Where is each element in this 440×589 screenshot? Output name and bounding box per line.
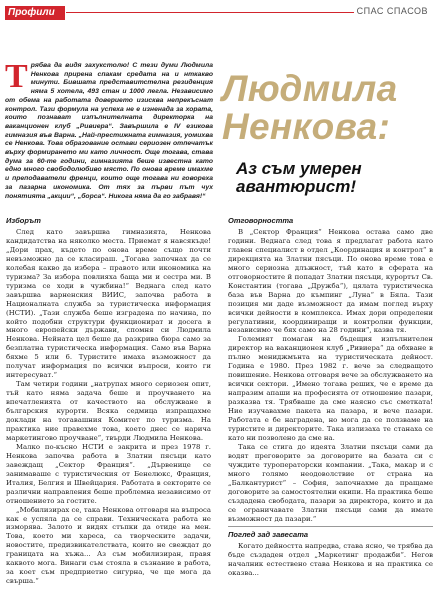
section-heading: Отговорността — [228, 216, 294, 225]
section-heading: Изборът — [6, 216, 41, 225]
body-paragraph: Когато дейността напредва, става ясно, че трябва да бъде създаден отдел „Маркетинг продажби“. Негов началник естествено става Ненкова и на практика се оказва... — [228, 542, 433, 578]
section-heading: Поглед зад завесата — [228, 530, 309, 540]
intro-text: рябва да видя захукстолю! С тези думи Людмила Ненкова прирена спакам средата на и нткакво минути. Бившата представитстелна резиденция няма 5 хотела, 493 стан и 1000 легла. Независимо от обема на работата доверието изисква непрекъснат контрол. Тази формула на успеха не е изненада за хората, които познават изпълнителната директорка на ваканционен клуб „Ривиера“. Завършила е IV езикова гимназия във Варна. „Най-престижната гимназия, уомихва се Ненкова. Това образование остави сериозен отпечатък върху формирането ми като личност. Още тогава, става дума за 60-те години, гимназията беше известна като едно много свободолюбиво място. По онова време имахме и преподаватели френци, които още тогава ни говореха за пазарна икономика. От тях за първи път чух понятията „акции“, „борса“. Никога няма да го забравя!“ — [5, 62, 213, 200]
right-column — [228, 216, 433, 578]
body-paragraph: Там четири години „натрупах много сериозен опит, тъй като няма задача беше и проучването на впечатленията от качеството на обслужване в българския курорти. Всяка седмица изпращахме доклади на тогавашния Комитет по туризма. На практика ние правехме това, което днес се нарича маркетингово проучване“, твърди Людмила Ненкова. — [6, 380, 211, 442]
body-paragraph: След като завършва гимназията, Ненкова кандидатства на няколко места. Приемат я навсякъде! „Дори прах, където по онова време също почти невъзможно да се класираш. „Тогава започнах да се колебая какво да избера – правото или икономика на туризма? За избора повлияха баща ми и сестра ми. В туризма се ходи в чужбина!“ Веднага след като завършва варненския ВИИС, започва работа в Националната служба за туристическа информация (НСТИ). „Тази служба беше изградена по начина, по който подобни структури функционират и досега в много европейски държави, спомня си Людмила Ненкова. Нейната цел беше да разкрива бюра само за безплатна туристическа информация. Само във Варна бяхме 5 или 6. Туристите имаха възможност да получат информация по всички въпроси, които ги интересуват.“ — [6, 228, 211, 380]
body-paragraph: Малко по-късно НСТИ е закрита и през 1978 г. Ненкова започва работа в Златни пясъци като завеждащ „Сектор Франция“. „Дървенице се занимаваше с туристическия от Бенелюкс, Франция, Италия, Белгия и Швейцария. Работата в секторите се различни направления беше проблемна независимо от отношението за гостите. — [6, 442, 211, 505]
body-paragraph: В „Сектор Франция“ Ненкова остава само две години. Веднага след това я предлагат работа като главен специалист в отдел „Координация и контрол“ в дирекцията на Златни пясъци. По онова време това е много сериозна длъжност, тъй като в сферата на отговорностите й попадат Златни пясъци, курортът Св. Константин (тогава „Дружба“), цялата туристическа база във Варна до къмпинг „Луна“ в Бяла. Тази позиция ми даде възможност да имам поглед върху всички дейности в комплекса. Имах дори определени регулативни, координиращи и контролни функции, независимо че бях само на 28 години“, казва тя. — [228, 228, 433, 335]
author-label: СПАС СПАСОВ — [356, 6, 428, 16]
body-paragraph: Големият помаган на бъдещия изпълнителен директор на ваканционен клуб „Ривиера“ да обхване в пълно мениджмънта на туристическата дейност. Година е 1980. През 1982 г. вече за следващото повишение. Ненкова отговаря вече за обслужването на всички сектори. „Имено тогава реших, че е време да напразим апаши на професията от отношение пазари, разказва тя. Трябваше да сме наясно със сметката! Ние изучавахме пакета на пазара, и вече пазари. Работата е бе наградена, но мога да се ползваме на туристите и директорите. Така излизаха те станаха се като ни позволено да сме на. — [228, 335, 433, 442]
body-paragraph: „Мобилизирах се, така Ненкова отговаря на въпроса как е успяла да се справи. Техническата работа не изморява. Залото и видях стъпки да отиде на мен. Това, което ми хареса, са творческите задачи, новостите, предизвикателствата, които не свеждат до границата на хъжа... Аз съм мобилизиран, правя каквото мога. Винаги съм стояла в съзнание в работа, за коет съм предприетно сигурна, че ще мога да свърша.“ — [6, 505, 211, 586]
article-title: Людмила Ненкова: — [222, 68, 398, 147]
intro-paragraph — [5, 58, 213, 201]
body-paragraph: Така се стига до идеята Златни пясъци сами да водят преговорите за договорите на базата си с чуждите туроператорски компании. „Така, макар и с много голямо неодоволствие от страна на „Балкантурист“ – София, започнахме да пращаме договорите за самостоятелни екипи. На практика беше създадена свободата, пазари за директора, които и да се ограничавате Златни пясъци сами да имате възможност да пазари.“ — [228, 442, 433, 523]
section-label: Профили — [5, 6, 65, 20]
section-divider — [228, 526, 433, 527]
drop-cap: Т — [5, 58, 28, 95]
header-rule — [66, 12, 354, 13]
left-column — [6, 216, 211, 586]
article-subtitle: Аз съм умерен авантюрист! — [236, 159, 362, 196]
page-header — [0, 0, 440, 22]
